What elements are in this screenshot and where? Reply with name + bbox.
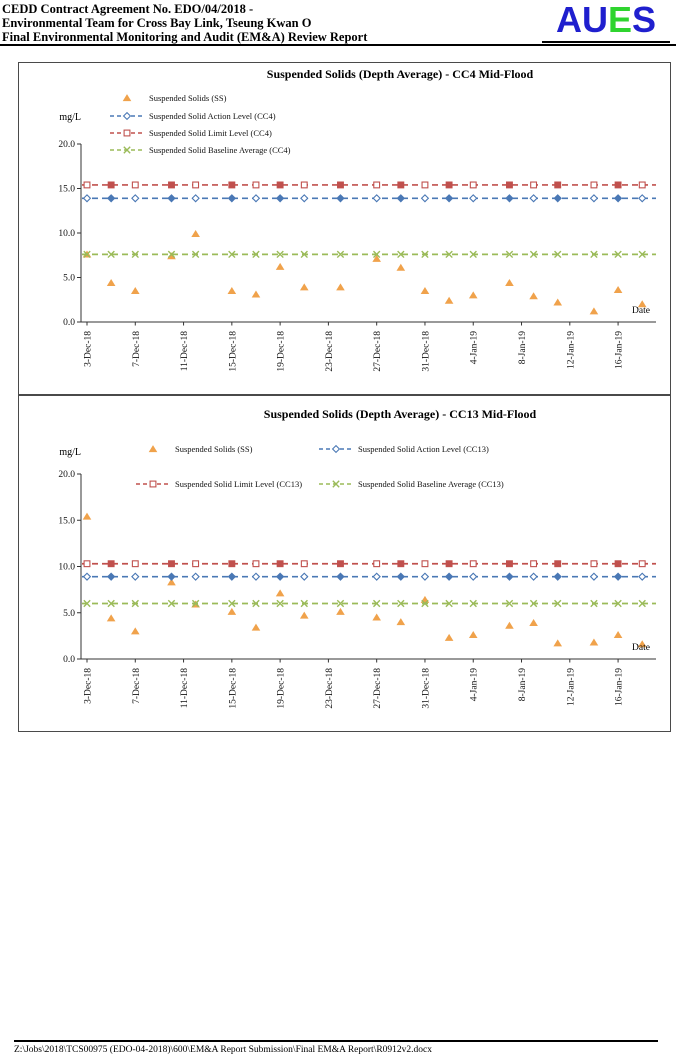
data-point [252,291,261,298]
legend-label: Suspended Solid Action Level (CC4) [149,111,276,121]
data-point [191,230,200,237]
chart-cc4-mid-flood [18,62,671,395]
x-legend-marker [319,479,353,489]
data-point [505,279,514,286]
level-marker [338,561,344,567]
x-tick-label: 11-Dec-18 [180,668,191,709]
data-point [553,299,562,306]
level-marker [277,573,284,580]
x-tick-label: 8-Jan-19 [518,331,529,365]
logo-letter: S [632,0,657,40]
level-marker [398,561,404,567]
legend-item [136,444,252,454]
data-point [445,297,454,304]
level-marker [337,573,344,580]
level-marker [168,195,175,202]
legend-marker-glyph [123,94,132,101]
level-marker [132,573,139,580]
level-marker [446,573,453,580]
data-point [397,618,406,625]
level-marker [531,561,537,567]
data-point [372,613,381,620]
data-point [300,283,309,290]
legend-label: Suspended Solid Action Level (CC13) [358,444,489,454]
level-marker [338,182,344,188]
data-point [421,287,430,294]
data-point [336,608,345,615]
legend-item [319,444,489,454]
header-line-2: Environmental Team for Cross Bay Link, Tseung Kwan O [2,16,312,30]
x-legend-marker [110,145,144,155]
level-marker [301,573,308,580]
level-marker [446,182,452,188]
data-point [131,287,140,294]
legend-item [110,111,276,121]
level-marker [507,561,513,567]
level-marker [192,195,199,202]
level-marker [108,573,115,580]
legend-item [110,128,272,138]
data-point [228,608,237,615]
level-marker [253,182,259,188]
level-marker [108,195,115,202]
y-tick-label: 15.0 [58,516,75,527]
logo-letter: A [555,0,582,40]
data-point [336,283,345,290]
level-marker [229,561,235,567]
level-marker [253,195,260,202]
level-marker [108,561,114,567]
square-legend-marker [136,479,170,489]
level-marker [132,195,139,202]
diamond-legend-marker [319,444,353,454]
header-line-3: Final Environmental Monitoring and Audit (EM&A) Review Report [2,30,368,44]
x-tick-label: 4-Jan-19 [469,331,480,365]
x-axis-label: Date [632,306,650,316]
level-marker [530,195,537,202]
level-marker [615,182,621,188]
x-tick-label: 19-Dec-18 [276,668,287,709]
level-marker [422,573,429,580]
y-tick-label: 20.0 [58,140,75,151]
legend-label: Suspended Solid Limit Level (CC13) [175,479,303,489]
x-tick-label: 19-Dec-18 [276,331,287,372]
level-marker [84,195,91,202]
level-marker [446,195,453,202]
y-tick-label: 0.0 [63,318,75,329]
chart-title-cc4: Suspended Solids (Depth Average) - CC4 Mid-Flood [266,67,534,81]
level-marker [301,182,307,188]
level-marker [301,561,307,567]
data-point [469,631,478,638]
data-point [614,286,623,293]
level-marker [470,182,476,188]
logo-letter: E [607,0,632,40]
legend-item [110,93,226,103]
level-marker [639,182,645,188]
level-marker [531,182,537,188]
level-marker [422,195,429,202]
y-tick-label: 20.0 [58,470,75,481]
level-marker [591,182,597,188]
level-marker [84,561,90,567]
square-legend-marker [110,128,144,138]
aues-logo [542,0,670,43]
level-marker [398,182,404,188]
level-marker [470,561,476,567]
level-marker [277,195,284,202]
x-tick-label: 11-Dec-18 [180,331,191,372]
footer-file-path: Z:\Jobs\2018\TCS00975 (EDO-04-2018)\600\EM&A Report Submission\Final EM&A Report\R0912v2.docx [14,1045,433,1055]
legend-item [136,479,302,489]
data-point [421,596,430,603]
chart-title-cc13: Suspended Solids (Depth Average) - CC13 Mid-Flood [263,407,537,421]
legend-label: Suspended Solids (SS) [175,444,253,454]
level-marker [555,182,561,188]
legend-label: Suspended Solid Baseline Average (CC4) [149,145,291,155]
x-tick-label: 15-Dec-18 [228,331,239,372]
level-marker [397,573,404,580]
logo-letter: U [581,0,608,40]
data-point [469,291,478,298]
level-marker [277,182,283,188]
legend-item [110,145,291,155]
level-marker [554,573,561,580]
x-tick-label: 16-Jan-19 [614,668,625,706]
data-point [83,513,92,520]
level-marker [591,573,598,580]
level-marker [253,561,259,567]
level-marker [470,195,477,202]
data-point [614,631,623,638]
data-point [167,252,176,259]
x-tick-label: 16-Jan-19 [614,331,625,369]
x-axis-label: Date [632,643,650,653]
level-marker [615,573,622,580]
triangle-legend-marker [110,93,144,103]
data-point [397,264,406,271]
level-marker [639,561,645,567]
level-marker [422,182,428,188]
data-point [276,589,285,596]
x-tick-label: 31-Dec-18 [421,331,432,372]
x-tick-label: 12-Jan-19 [566,668,577,706]
x-tick-label: 3-Dec-18 [83,668,94,704]
level-marker [555,561,561,567]
y-axis-unit-label: mg/L [59,112,81,123]
level-marker [639,195,646,202]
y-tick-label: 0.0 [63,655,75,666]
legend-marker-glyph [150,481,156,487]
level-marker [84,182,90,188]
x-tick-label: 15-Dec-18 [228,668,239,709]
legend-marker-glyph [124,113,131,120]
y-axis-unit-label: mg/L [59,447,81,458]
data-point [228,287,237,294]
data-point [529,619,538,626]
legend-marker-glyph [333,446,340,453]
level-marker [374,182,380,188]
x-tick-label: 27-Dec-18 [373,668,384,709]
level-marker [591,561,597,567]
x-tick-label: 8-Jan-19 [518,668,529,702]
header-rule [0,44,676,46]
level-marker [639,573,646,580]
y-tick-label: 10.0 [58,229,75,240]
y-tick-label: 15.0 [58,184,75,195]
data-point [553,639,562,646]
level-marker [229,182,235,188]
level-marker [373,195,380,202]
data-point [590,638,599,645]
data-point [529,292,538,299]
level-marker [193,182,199,188]
level-marker [470,573,477,580]
x-tick-label: 7-Dec-18 [131,668,142,704]
data-point [131,627,140,634]
header-line-1: CEDD Contract Agreement No. EDO/04/2018 - [2,2,254,16]
x-tick-label: 27-Dec-18 [373,331,384,372]
level-marker [506,195,513,202]
level-marker [591,195,598,202]
data-point [505,622,514,629]
data-point [107,279,116,286]
x-tick-label: 12-Jan-19 [566,331,577,369]
x-tick-label: 31-Dec-18 [421,668,432,709]
legend-marker-glyph [149,445,158,452]
level-marker [132,182,138,188]
level-marker [397,195,404,202]
x-tick-label: 3-Dec-18 [83,331,94,367]
level-marker [373,573,380,580]
level-marker [446,561,452,567]
x-tick-label: 23-Dec-18 [324,331,335,372]
data-point [252,624,261,631]
data-point [372,255,381,262]
level-marker [169,561,175,567]
level-marker [337,195,344,202]
level-marker [228,573,235,580]
level-marker [277,561,283,567]
level-marker [615,195,622,202]
level-marker [169,182,175,188]
footer-rule [14,1040,658,1042]
level-marker [554,195,561,202]
diamond-legend-marker [110,111,144,121]
level-marker [132,561,138,567]
x-tick-label: 4-Jan-19 [469,668,480,702]
legend-marker-glyph [124,130,130,136]
level-marker [615,561,621,567]
x-tick-label: 7-Dec-18 [131,331,142,367]
chart-cc13-mid-flood [18,395,671,732]
legend-item [319,479,504,489]
level-marker [507,182,513,188]
legend-label: Suspended Solid Limit Level (CC4) [149,128,272,138]
level-marker [108,182,114,188]
level-marker [530,573,537,580]
data-point [300,612,309,619]
level-marker [192,573,199,580]
level-marker [228,195,235,202]
level-marker [301,195,308,202]
data-point [590,307,599,314]
level-marker [374,561,380,567]
level-marker [253,573,260,580]
data-point [107,614,116,621]
legend-label: Suspended Solid Baseline Average (CC13) [358,479,504,489]
level-marker [422,561,428,567]
level-marker [84,573,91,580]
triangle-legend-marker [136,444,170,454]
data-point [445,634,454,641]
level-marker [506,573,513,580]
y-tick-label: 10.0 [58,562,75,573]
y-tick-label: 5.0 [63,608,75,619]
data-point [276,263,285,270]
level-marker [168,573,175,580]
legend-label: Suspended Solids (SS) [149,93,227,103]
y-tick-label: 5.0 [63,273,75,284]
x-tick-label: 23-Dec-18 [324,668,335,709]
level-marker [193,561,199,567]
